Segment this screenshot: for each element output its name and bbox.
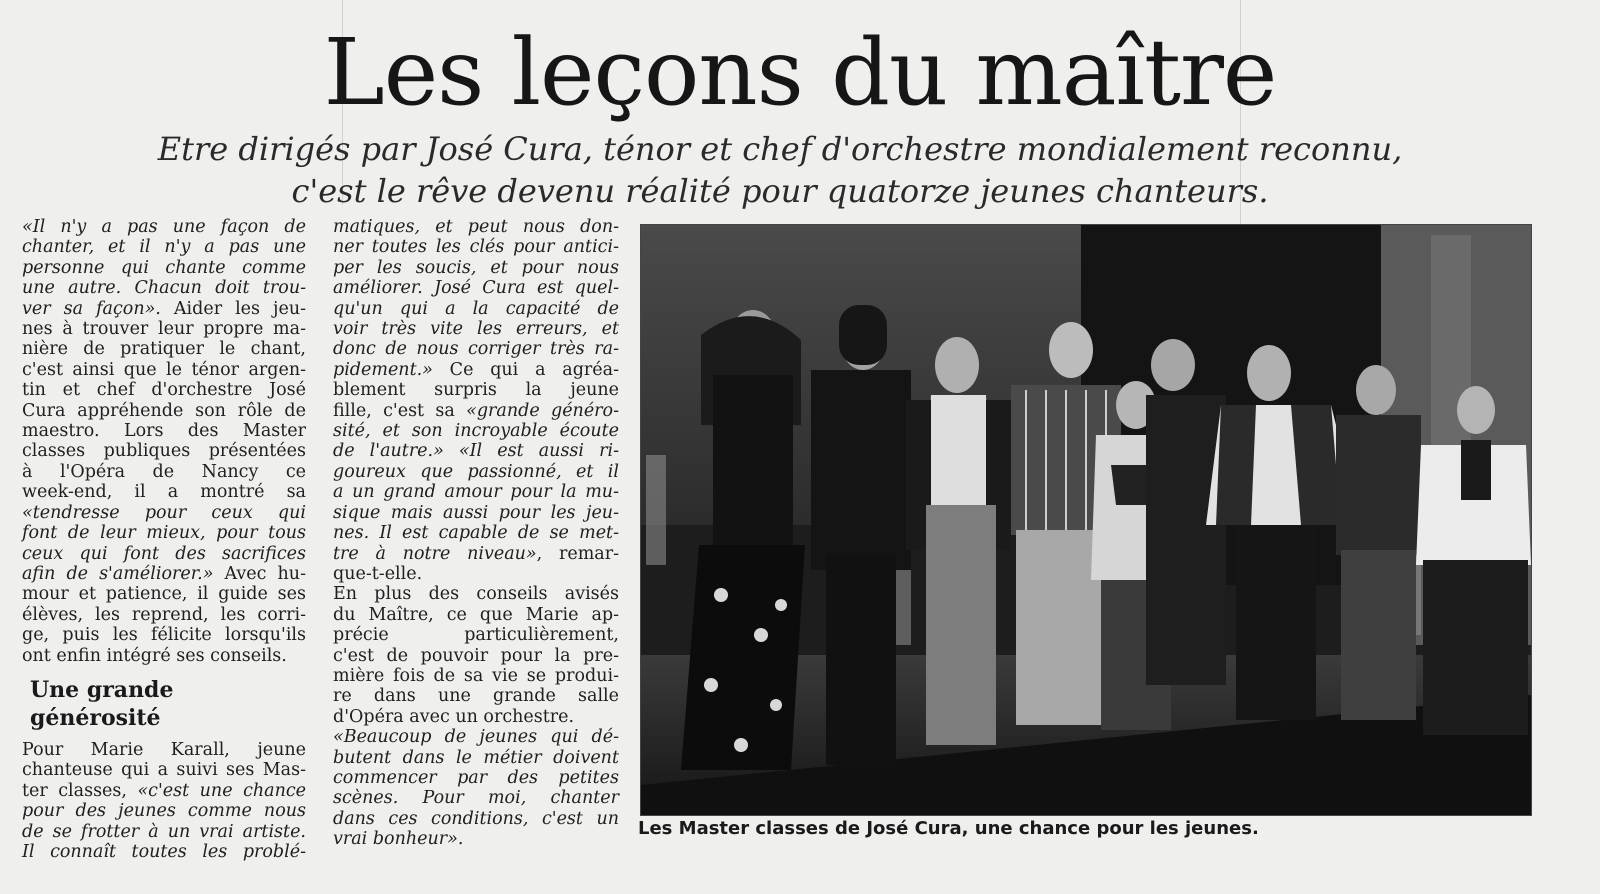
text-line: c'est ainsi que le ténor argen- bbox=[22, 359, 306, 380]
singer-2 bbox=[811, 305, 911, 765]
article-deck bbox=[110, 128, 1450, 212]
text-line: chanteuse qui a suivi ses Mas- bbox=[22, 760, 306, 781]
text-line: à l'Opéra de Nancy ce bbox=[22, 461, 306, 482]
text-line: du Maître, ce que Marie ap- bbox=[333, 604, 619, 625]
text-line: chanter, et il n'y a pas une bbox=[22, 237, 306, 258]
text-line bbox=[333, 360, 619, 380]
text-line: matiques, et peut nous don- bbox=[333, 217, 619, 237]
text-line: re dans une grande salle bbox=[333, 686, 619, 707]
text-line: «tendresse pour ceux qui bbox=[22, 502, 306, 523]
article-headline: Les leçons du maître bbox=[323, 19, 1277, 126]
text-line: Cura appréhende son rôle de bbox=[22, 400, 306, 421]
paragraph-marie bbox=[22, 740, 306, 862]
paragraph-intro bbox=[22, 217, 306, 666]
quote-fragment: «grande généro- bbox=[466, 400, 619, 421]
quote-fragment: tre à notre niveau» bbox=[333, 543, 537, 564]
text-line: voir très vite les erreurs, et bbox=[333, 319, 619, 340]
text-line: «Il n'y a pas une façon de bbox=[22, 217, 306, 237]
text-line: «Beaucoup de jeunes qui dé- bbox=[333, 727, 619, 748]
group-photo bbox=[640, 224, 1532, 816]
text-fragment: fille, c'est sa bbox=[333, 400, 467, 421]
text-line: classes publiques présentées bbox=[22, 441, 306, 462]
text-line bbox=[22, 299, 306, 319]
text-line: mière fois de sa vie se produi- bbox=[333, 665, 619, 686]
text-line: commencer par des petites bbox=[333, 767, 619, 788]
text-line: de l'autre.» «Il est aussi ri- bbox=[333, 441, 619, 462]
text-line bbox=[333, 544, 619, 564]
text-line: pour des jeunes comme nous bbox=[22, 801, 306, 822]
group-photo-illustration bbox=[641, 225, 1531, 815]
text-line: qu'un qui a la capacité de bbox=[333, 298, 619, 319]
quote-fragment: pidement.» bbox=[333, 359, 433, 380]
text-line: maestro. Lors des Master bbox=[22, 421, 306, 442]
text-line: sité, et son incroyable écoute bbox=[333, 421, 619, 442]
text-line: tin et chef d'orchestre José bbox=[22, 380, 306, 401]
text-line: En plus des conseils avisés bbox=[333, 584, 619, 605]
text-line: une autre. Chacun doit trou- bbox=[22, 278, 306, 299]
text-line: goureux que passionné, et il bbox=[333, 461, 619, 482]
text-line: donc de nous corriger très ra- bbox=[333, 339, 619, 360]
text-line: week-end, il a montré sa bbox=[22, 482, 306, 503]
quote-fragment: «c'est une chance bbox=[137, 780, 306, 801]
text-line: per les soucis, et pour nous bbox=[333, 257, 619, 278]
text-line: améliorer. José Cura est quel- bbox=[333, 278, 619, 299]
text-line: ge, puis les félicite lorsqu'ils bbox=[22, 625, 306, 646]
text-line bbox=[22, 564, 306, 584]
deck-line-1: Etre dirigés par José Cura, ténor et chef d'orchestre mondialement reconnu, bbox=[157, 130, 1403, 168]
singer-8 bbox=[1336, 365, 1421, 720]
text-line: mour et patience, il guide ses bbox=[22, 584, 306, 605]
text-fragment: ter classes, bbox=[22, 780, 138, 801]
text-line bbox=[22, 781, 306, 801]
article-column-1 bbox=[22, 217, 306, 862]
quote-fragment: ver sa façon». bbox=[22, 298, 161, 319]
text-line: scènes. Pour moi, chanter bbox=[333, 788, 619, 809]
text-fragment: Avec hu- bbox=[213, 563, 306, 584]
text-fragment: , remar- bbox=[536, 543, 619, 564]
text-line: ner toutes les clés pour antici- bbox=[333, 237, 619, 258]
text-line: nes. Il est capable de se met- bbox=[333, 523, 619, 544]
text-line: que-t-elle. bbox=[333, 563, 423, 584]
text-line: personne qui chante comme bbox=[22, 257, 306, 278]
text-line: a un grand amour pour la mu- bbox=[333, 482, 619, 503]
text-line: ceux qui font des sacrifices bbox=[22, 543, 306, 564]
text-line: vrai bonheur». bbox=[333, 829, 464, 850]
text-line: de se frotter à un vrai artiste. bbox=[22, 821, 306, 842]
text-line: Il connaît toutes les problé- bbox=[22, 841, 306, 862]
text-line bbox=[333, 401, 619, 421]
article-subhead: Une grande générosité bbox=[30, 676, 174, 731]
text-line: élèves, les reprend, les corri- bbox=[22, 604, 306, 625]
text-line: butent dans le métier doivent bbox=[333, 747, 619, 768]
text-line: précie particulièrement, bbox=[333, 625, 619, 646]
text-line: dans ces conditions, c'est un bbox=[333, 808, 619, 829]
text-line: nière de pratiquer le chant, bbox=[22, 339, 306, 360]
paragraph-continued bbox=[333, 217, 619, 850]
article-column-2 bbox=[333, 217, 619, 850]
text-line: Pour Marie Karall, jeune bbox=[22, 739, 306, 760]
text-line: c'est de pouvoir pour la pre- bbox=[333, 645, 619, 666]
text-fragment: Ce qui a agréa- bbox=[432, 359, 619, 380]
text-line: ont enfin intégré ses conseils. bbox=[22, 645, 287, 666]
text-fragment: Aider les jeu- bbox=[160, 298, 307, 319]
text-line: nes à trouver leur propre ma- bbox=[22, 319, 306, 340]
photo-caption: Les Master classes de José Cura, une chance pour les jeunes. bbox=[638, 818, 1259, 839]
text-line: d'Opéra avec un orchestre. bbox=[333, 706, 575, 727]
deck-line-2: c'est le rêve devenu réalité pour quatorze jeunes chanteurs. bbox=[291, 172, 1269, 210]
text-line: font de leur mieux, pour tous bbox=[22, 523, 306, 544]
text-line: blement surpris la jeune bbox=[333, 380, 619, 401]
quote-fragment: afin de s'améliorer.» bbox=[22, 563, 214, 584]
text-line: sique mais aussi pour les jeu- bbox=[333, 502, 619, 523]
